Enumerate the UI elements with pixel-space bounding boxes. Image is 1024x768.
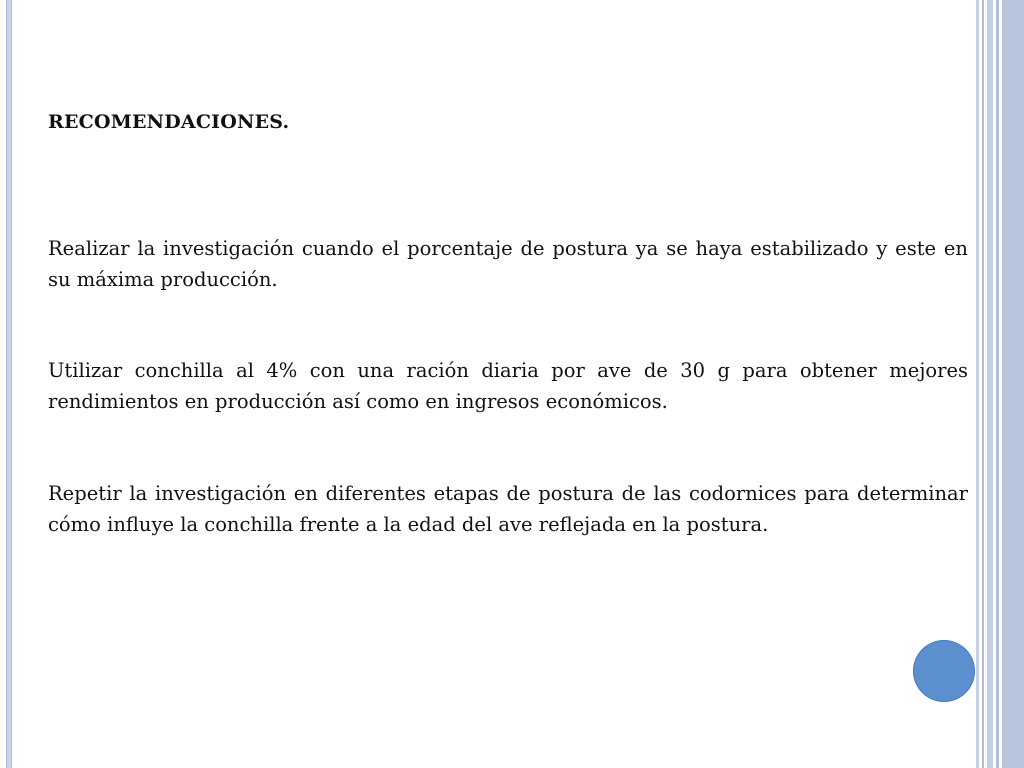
stripe	[996, 0, 999, 768]
stripe	[1002, 0, 1024, 768]
decorative-circle-icon	[913, 640, 975, 702]
recommendation-paragraph-3: Repetir la investigación en diferentes etapas de postura de las codornices para determinar cómo influye la conchilla frente a la edad del ave reflejada en la postura.	[48, 482, 968, 536]
stripe	[987, 0, 993, 768]
slide-title: RECOMENDACIONES.	[48, 111, 290, 133]
recommendation-paragraph-1: Realizar la investigación cuando el porcentaje de postura ya se haya estabilizado y este en su máxima producción.	[48, 237, 968, 291]
stripe	[976, 0, 979, 768]
right-decorative-stripes	[976, 0, 1024, 768]
left-decorative-border	[6, 0, 12, 768]
recommendation-paragraph-2: Utilizar conchilla al 4% con una ración diaria por ave de 30 g para obtener mejores rendimientos en producción así como en ingresos económicos.	[48, 359, 968, 413]
stripe	[982, 0, 984, 768]
